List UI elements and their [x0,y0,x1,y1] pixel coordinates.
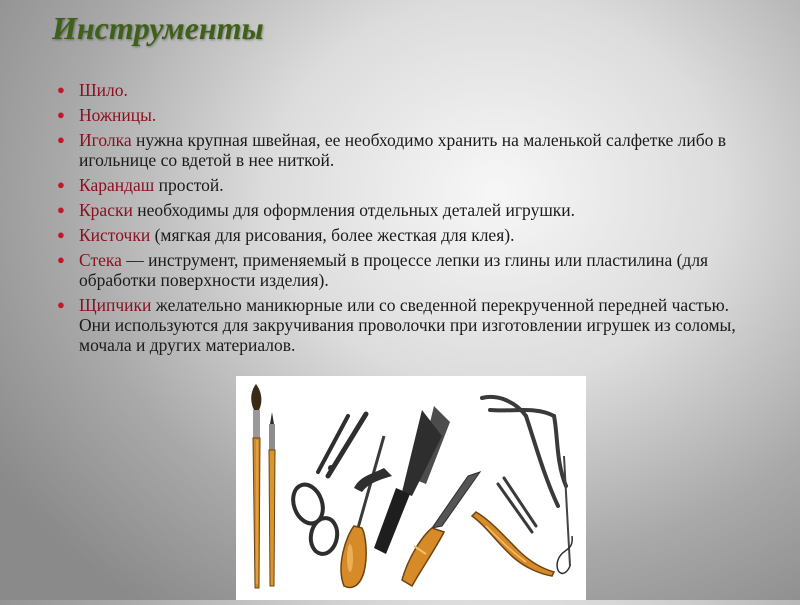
item-keyword: Карандаш [79,175,155,195]
item-text: необходимы для оформления отдельных деталей игрушки. [132,200,576,220]
slide-title: Инструменты [52,10,264,46]
bullet-icon: ● [57,252,65,267]
awl-icon [341,436,384,587]
brush-icon [269,412,275,586]
item-text: нужна крупная швейная, ее необходимо хранить на маленькой салфетке либо в игольнице со вдетой в нее ниткой. [79,130,727,170]
bullet-icon: ● [57,227,65,242]
tweezers-icon [498,478,536,532]
list-item [56,250,746,290]
bullet-icon: ● [57,132,65,147]
list-item [56,105,746,125]
list-item [56,295,746,355]
bullet-icon: ● [57,82,65,97]
item-text: желательно маникюрные или со сведенной перекрученной передней частью. Они используются для закручивания проволочки при изготовлении игрушек из соломы, мочала и других материалов. [79,295,736,355]
needle-icon [557,456,572,573]
list-item [56,175,746,195]
bullet-icon: ● [57,297,65,312]
item-text: простой. [154,175,224,195]
bullet-icon: ● [57,107,65,122]
tools-illustration [236,376,586,600]
item-keyword: Щипчики [79,295,152,315]
item-keyword: Краски [79,200,133,220]
brush-icon [251,384,261,588]
bullet-icon: ● [57,202,65,217]
item-keyword: Иголка [79,130,132,150]
list-item [56,200,746,220]
item-keyword: Стека [79,250,122,270]
list-item [56,80,746,100]
nippers-icon [482,397,566,506]
list-item [56,225,746,245]
item-keyword: Кисточки [79,225,151,245]
item-keyword: Шило. [79,80,128,100]
item-text: (мягкая для рисования, более жесткая для клея). [150,225,515,245]
list-item [56,130,746,170]
item-keyword: Ножницы. [79,105,157,125]
stick-icon [472,512,554,576]
bullet-list [56,80,746,360]
bullet-icon: ● [57,177,65,192]
item-text: — инструмент, применяемый в процессе лепки из глины или пластилина (для обработки поверхности изделия). [79,250,709,290]
